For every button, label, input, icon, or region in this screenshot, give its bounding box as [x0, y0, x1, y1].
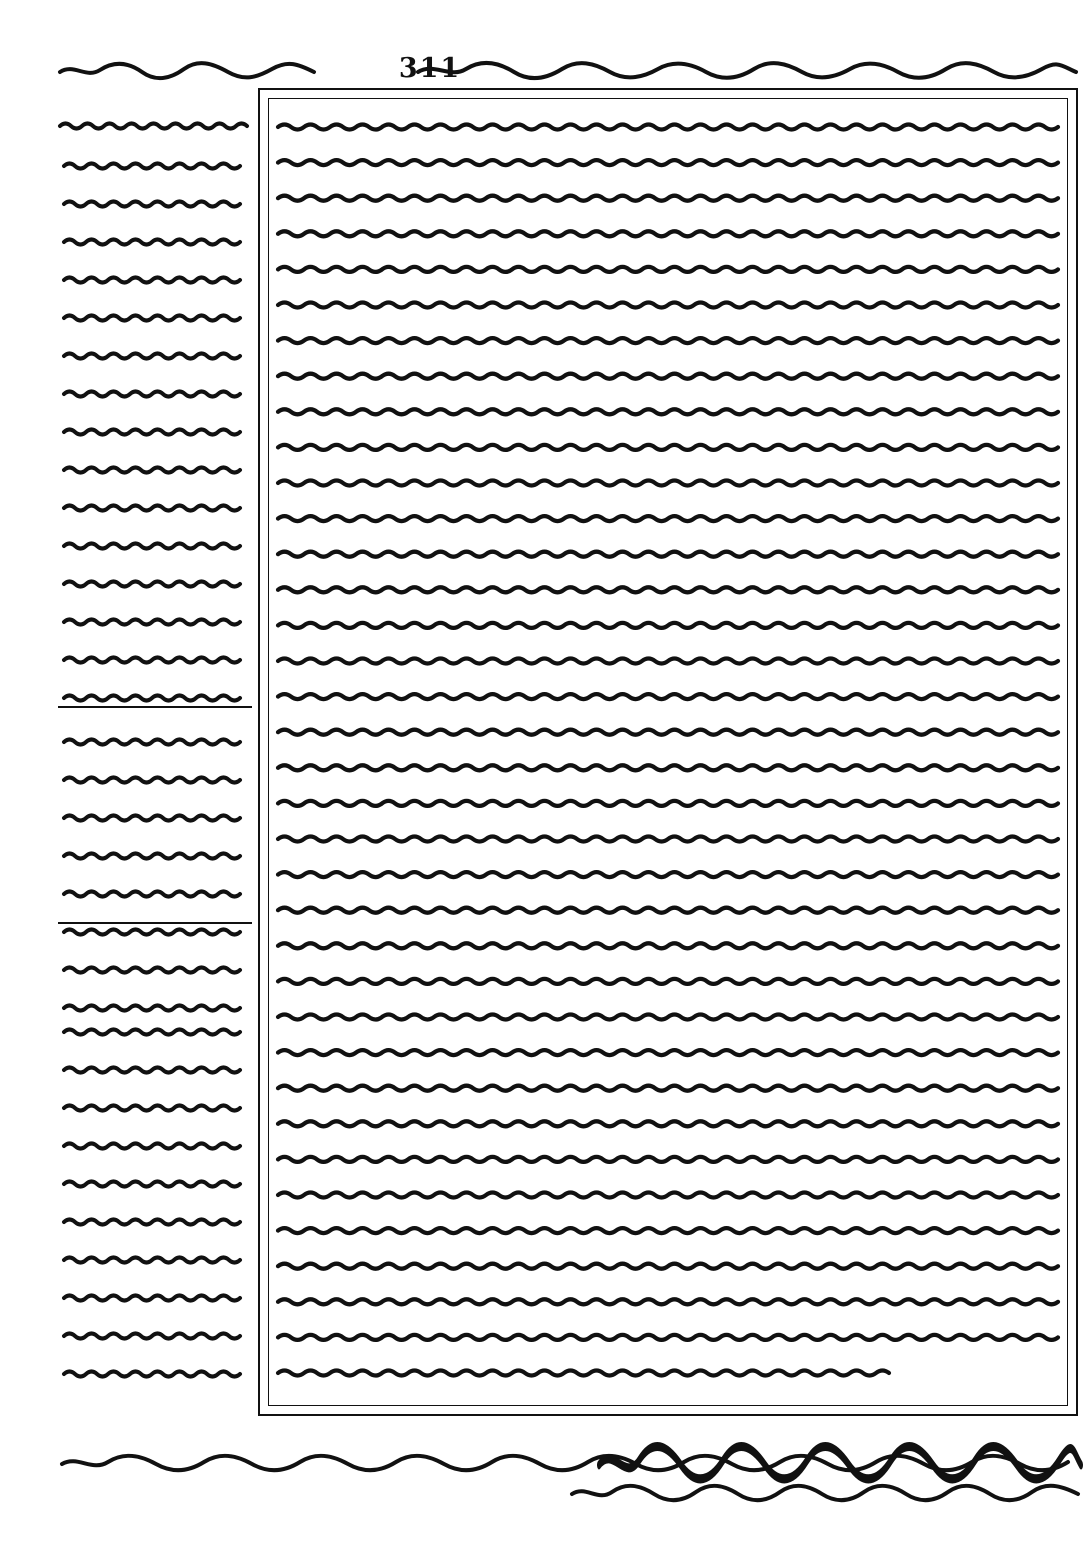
main-text-line-31 [278, 1193, 1058, 1198]
margin-text-line-3 [64, 202, 240, 207]
margin-text-line-2 [64, 164, 240, 169]
margin-text-line-1 [60, 124, 247, 129]
main-text-line-17 [278, 694, 1058, 699]
page-number: 311 [398, 53, 462, 84]
main-text-line-36 [278, 1371, 889, 1376]
margin-text-line-28 [64, 1144, 240, 1149]
main-text-line-35 [278, 1335, 1058, 1340]
margin-text-line-20 [64, 854, 240, 859]
main-text-line-24 [278, 943, 1058, 948]
main-text-line-2 [278, 160, 1058, 165]
margin-text-line-9 [64, 430, 240, 435]
margin-text-line-33 [64, 1334, 240, 1339]
margin-text-line-24 [64, 1006, 240, 1011]
margin-text-line-31 [64, 1258, 240, 1263]
margin-text-line-26 [64, 1068, 240, 1073]
main-text-line-1 [278, 125, 1058, 130]
margin-text-line-6 [64, 316, 240, 321]
main-text-line-27 [278, 1050, 1058, 1055]
main-text-line-21 [278, 837, 1058, 842]
main-text-line-5 [278, 267, 1058, 272]
main-text-line-30 [278, 1157, 1058, 1162]
margin-text-line-27 [64, 1106, 240, 1111]
main-text-line-10 [278, 445, 1058, 450]
main-text-line-4 [278, 231, 1058, 236]
main-text-line-26 [278, 1015, 1058, 1020]
main-text-line-33 [278, 1264, 1058, 1269]
margin-text-line-16 [64, 696, 240, 701]
main-text-line-9 [278, 409, 1058, 414]
margin-text-line-14 [64, 620, 240, 625]
main-text-line-11 [278, 481, 1058, 486]
bottom-commentary-stroke-3 [568, 1474, 1083, 1514]
margin-text-line-19 [64, 816, 240, 821]
main-text-lines [270, 103, 1066, 1403]
margin-text-line-30 [64, 1220, 240, 1225]
margin-text-line-25 [64, 1030, 240, 1035]
header-right-text-line [418, 63, 1076, 78]
main-text-line-32 [278, 1228, 1058, 1233]
main-text-line-14 [278, 587, 1058, 592]
running-header [58, 48, 1078, 90]
main-text-line-23 [278, 908, 1058, 913]
main-text-line-16 [278, 659, 1058, 664]
margin-text-line-11 [64, 506, 240, 511]
main-text-line-13 [278, 552, 1058, 557]
margin-section-divider-1 [58, 706, 252, 708]
margin-text-line-4 [64, 240, 240, 245]
main-text-line-25 [278, 979, 1058, 984]
margin-text-line-18 [64, 778, 240, 783]
main-text-line-20 [278, 801, 1058, 806]
main-text-line-8 [278, 374, 1058, 379]
margin-text-lines [58, 96, 252, 1414]
margin-text-line-15 [64, 658, 240, 663]
margin-text-line-34 [64, 1372, 240, 1377]
main-text-line-34 [278, 1299, 1058, 1304]
margin-text-line-21 [64, 892, 240, 897]
main-text-line-22 [278, 872, 1058, 877]
main-text-line-7 [278, 338, 1058, 343]
main-text-line-12 [278, 516, 1058, 521]
main-arabic-text-block [270, 103, 1066, 1403]
margin-text-line-23 [64, 968, 240, 973]
main-text-line-29 [278, 1121, 1058, 1126]
margin-text-line-32 [64, 1296, 240, 1301]
main-text-line-15 [278, 623, 1058, 628]
margin-text-line-8 [64, 392, 240, 397]
margin-commentary-column [58, 96, 252, 1414]
main-text-line-28 [278, 1086, 1058, 1091]
margin-text-line-22 [64, 930, 240, 935]
header-left-text-line [60, 63, 314, 78]
margin-text-line-7 [64, 354, 240, 359]
main-text-line-3 [278, 196, 1058, 201]
main-text-line-19 [278, 765, 1058, 770]
main-text-line-6 [278, 303, 1058, 308]
margin-section-divider-2 [58, 922, 252, 924]
margin-text-line-10 [64, 468, 240, 473]
margin-text-line-29 [64, 1182, 240, 1187]
margin-text-line-5 [64, 278, 240, 283]
bottom-commentary-line-3 [568, 1474, 1083, 1514]
margin-text-line-13 [64, 582, 240, 587]
main-text-line-18 [278, 730, 1058, 735]
margin-text-line-17 [64, 740, 240, 745]
margin-text-line-12 [64, 544, 240, 549]
header-text-strokes [58, 48, 1078, 90]
